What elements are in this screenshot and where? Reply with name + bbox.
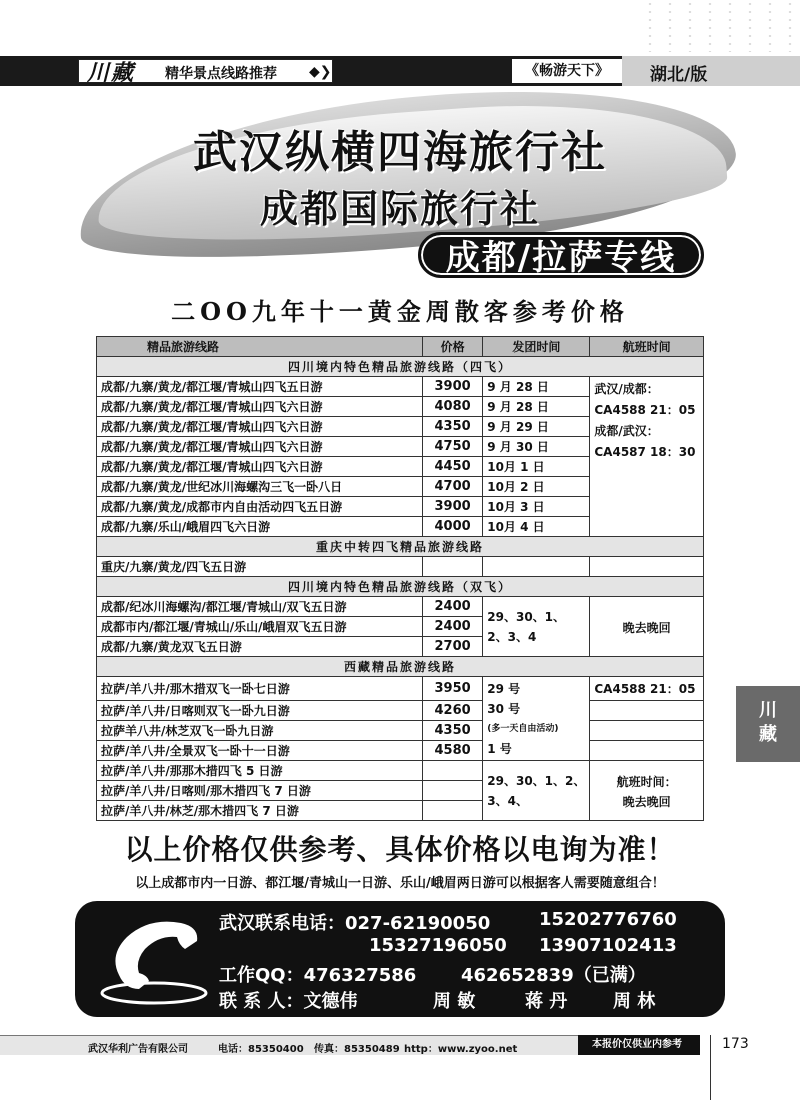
agency-title-1: 武汉纵横四海旅行社 xyxy=(193,127,607,178)
price-cell: 2700 xyxy=(422,637,482,657)
route-cell: 拉萨/羊八井/日喀则双飞一卧九日游 xyxy=(97,701,423,721)
footer-fax: 传真：85350489 xyxy=(314,1044,400,1055)
route-cell: 成都/九寨/黄龙/都江堰/青城山四飞五日游 xyxy=(97,377,423,397)
table-row xyxy=(97,557,704,577)
date-cell: 9 月 28 日 xyxy=(483,377,590,397)
page-number: 173 xyxy=(722,1036,749,1052)
flight-line: 成都/武汉： xyxy=(594,424,659,438)
price-cell xyxy=(422,761,482,781)
price-cell: 2400 xyxy=(422,597,482,617)
table-row xyxy=(97,721,704,741)
contact-person: 联 系 人：文德伟 xyxy=(219,991,358,1012)
price-cell: 4700 xyxy=(422,477,482,497)
table-header-row xyxy=(97,337,704,357)
flight-cell xyxy=(590,741,704,761)
date-cell: 9 月 30 日 xyxy=(483,437,590,457)
date-line: 29、30、1、2、 xyxy=(487,773,586,788)
price-table xyxy=(96,336,704,821)
date-cell: 10月 3 日 xyxy=(483,497,590,517)
page-subtitle: 二OO九年十一黄金周散客参考价格 xyxy=(171,297,629,326)
divider xyxy=(710,1035,711,1100)
section-row xyxy=(97,357,704,377)
section-tag xyxy=(78,59,333,86)
flight-line: 晚去晚回 xyxy=(622,794,671,809)
phone-number: 15327196050 xyxy=(369,935,507,956)
route-cell: 拉萨/羊八井/林芝/那木措四飞 7 日游 xyxy=(97,801,423,821)
date-cell: 10月 2 日 xyxy=(483,477,590,497)
section-title: 四川境内特色精品旅游线路（四飞） xyxy=(97,357,704,377)
contact-person: 周 林 xyxy=(613,991,656,1012)
date-cell xyxy=(483,557,590,577)
date-cell: 10月 4 日 xyxy=(483,517,590,537)
flight-cell: CA4588 21：05 xyxy=(590,677,704,701)
brand-logo: 川藏 xyxy=(87,60,136,86)
qq-label: 工作QQ：476327586 xyxy=(219,965,417,986)
price-cell: 4450 xyxy=(422,457,482,477)
route-cell: 成都/九寨/黄龙/成都市内自由活动四飞五日游 xyxy=(97,497,423,517)
table-row xyxy=(97,377,704,397)
route-cell: 重庆/九寨/黄龙/四飞五日游 xyxy=(97,557,423,577)
flight-line: 武汉/成都： xyxy=(594,382,659,396)
route-cell: 成都/九寨/乐山/峨眉四飞六日游 xyxy=(97,517,423,537)
contact-box xyxy=(75,901,725,1017)
col-header-route: 精品旅游线路 xyxy=(97,337,423,357)
route-cell: 拉萨羊八井/林芝双飞一卧九日游 xyxy=(97,721,423,741)
price-cell: 4350 xyxy=(422,721,482,741)
price-cell: 4350 xyxy=(422,417,482,437)
flight-line: 航班时间： xyxy=(616,774,677,789)
section-row xyxy=(97,577,704,597)
flight-cell xyxy=(590,557,704,577)
route-cell: 拉萨/羊八井/日喀则/那木措四飞 7 日游 xyxy=(97,781,423,801)
route-cell: 拉萨/羊八井/那那木措四飞 5 日游 xyxy=(97,761,423,781)
date-cell: 9 月 29 日 xyxy=(483,417,590,437)
table-row xyxy=(97,741,704,761)
route-cell: 成都/九寨/黄龙/都江堰/青城山四飞六日游 xyxy=(97,437,423,457)
section-title: 西藏精品旅游线路 xyxy=(97,657,704,677)
price-cell: 4080 xyxy=(422,397,482,417)
combination-note: 以上成都市内一日游、都江堰/青城山一日游、乐山/峨眉两日游可以根据客人需要随意组合！ xyxy=(135,876,665,891)
price-cell: 4260 xyxy=(422,701,482,721)
date-cell: 10月 1 日 xyxy=(483,457,590,477)
col-header-price: 价格 xyxy=(422,337,482,357)
edition-tag xyxy=(622,56,800,86)
route-cell: 成都市内/都江堰/青城山/乐山/峨眉双飞五日游 xyxy=(97,617,423,637)
footer-note: 本报价仅供业内参考 xyxy=(578,1035,700,1055)
route-cell: 成都/九寨/黄龙/都江堰/青城山四飞六日游 xyxy=(97,397,423,417)
date-cell xyxy=(483,597,590,657)
price-cell: 4580 xyxy=(422,741,482,761)
phone-number: 15202776760 xyxy=(539,909,677,930)
price-cell: 3900 xyxy=(422,377,482,397)
agency-title-2: 成都国际旅行社 xyxy=(259,187,540,231)
col-header-flight: 航班时间 xyxy=(590,337,704,357)
price-disclaimer: 以上价格仅供参考、具体价格以电询为准！ xyxy=(124,833,676,866)
contact-person: 周 敏 xyxy=(433,991,476,1012)
magazine-name: 《畅游天下》 xyxy=(512,59,622,83)
route-cell: 拉萨/羊八井/全景双飞一卧十一日游 xyxy=(97,741,423,761)
date-line: 2、3、4 xyxy=(487,629,537,644)
price-cell xyxy=(422,801,482,821)
table-row xyxy=(97,597,704,617)
price-cell: 3900 xyxy=(422,497,482,517)
flight-cell: 晚去晚回 xyxy=(590,597,704,657)
route-cell: 拉萨/羊八井/那木措双飞一卧七日游 xyxy=(97,677,423,701)
price-cell xyxy=(422,557,482,577)
price-cell: 4000 xyxy=(422,517,482,537)
side-tab-char: 藏 xyxy=(759,724,777,745)
flight-line: CA4587 18：30 xyxy=(594,445,696,459)
flight-line: CA4588 21：05 xyxy=(594,403,696,417)
route-cell: 成都/九寨/黄龙/世纪冰川海螺沟三飞一卧八日 xyxy=(97,477,423,497)
flight-cell xyxy=(590,377,704,537)
table-row xyxy=(97,761,704,781)
route-cell: 成都/九寨/黄龙/都江堰/青城山四飞六日游 xyxy=(97,457,423,477)
date-cell: 9 月 28 日 xyxy=(483,397,590,417)
qq-number: 462652839（已满） xyxy=(461,965,646,986)
flight-cell xyxy=(590,721,704,741)
date-line: 30 号 xyxy=(487,701,521,716)
route-cell: 成都/九寨/黄龙/都江堰/青城山四飞六日游 xyxy=(97,417,423,437)
price-cell: 4750 xyxy=(422,437,482,457)
price-cell: 2400 xyxy=(422,617,482,637)
special-line-badge: 成都/拉萨专线 xyxy=(418,232,704,278)
table-row xyxy=(97,677,704,701)
flight-cell xyxy=(590,701,704,721)
footer-company: 武汉华利广告有限公司 xyxy=(88,1044,188,1055)
diamond-arrow-icon: ◆❯ xyxy=(309,64,332,80)
price-cell xyxy=(422,781,482,801)
section-title: 四川境内特色精品旅游线路（双飞） xyxy=(97,577,704,597)
date-line: 3、4、 xyxy=(487,793,528,808)
date-line: 29、30、1、 xyxy=(487,609,566,624)
date-cell xyxy=(483,761,590,821)
col-header-date: 发团时间 xyxy=(483,337,590,357)
section-title: 重庆中转四飞精品旅游线路 xyxy=(97,537,704,557)
section-row xyxy=(97,657,704,677)
price-cell: 3950 xyxy=(422,677,482,701)
side-tab xyxy=(736,686,800,762)
section-row xyxy=(97,537,704,557)
header-bar xyxy=(0,56,800,86)
decorative-dots xyxy=(640,0,800,52)
table-row xyxy=(97,701,704,721)
date-line: 1 号 xyxy=(487,741,512,756)
contact-person: 蒋 丹 xyxy=(525,991,568,1012)
edition-label: 湖北/版 xyxy=(650,65,708,85)
side-tab-char: 川 xyxy=(759,700,777,721)
route-cell: 成都/九寨/黄龙双飞五日游 xyxy=(97,637,423,657)
phone-label: 武汉联系电话：027-62190050 xyxy=(219,913,491,934)
footer-web: http：www.zyoo.net xyxy=(404,1044,518,1055)
date-cell xyxy=(483,677,590,761)
date-note: (多一天自由活动) xyxy=(487,723,559,734)
date-line: 29 号 xyxy=(487,681,521,696)
section-title: 精华景点线路推荐 xyxy=(165,66,277,82)
phone-number: 13907102413 xyxy=(539,935,677,956)
route-cell: 成都/纪冰川海螺沟/都江堰/青城山/双飞五日游 xyxy=(97,597,423,617)
flight-cell xyxy=(590,761,704,821)
footer-tel: 电话：85350400 xyxy=(218,1044,304,1055)
telephone-icon xyxy=(99,915,209,1005)
